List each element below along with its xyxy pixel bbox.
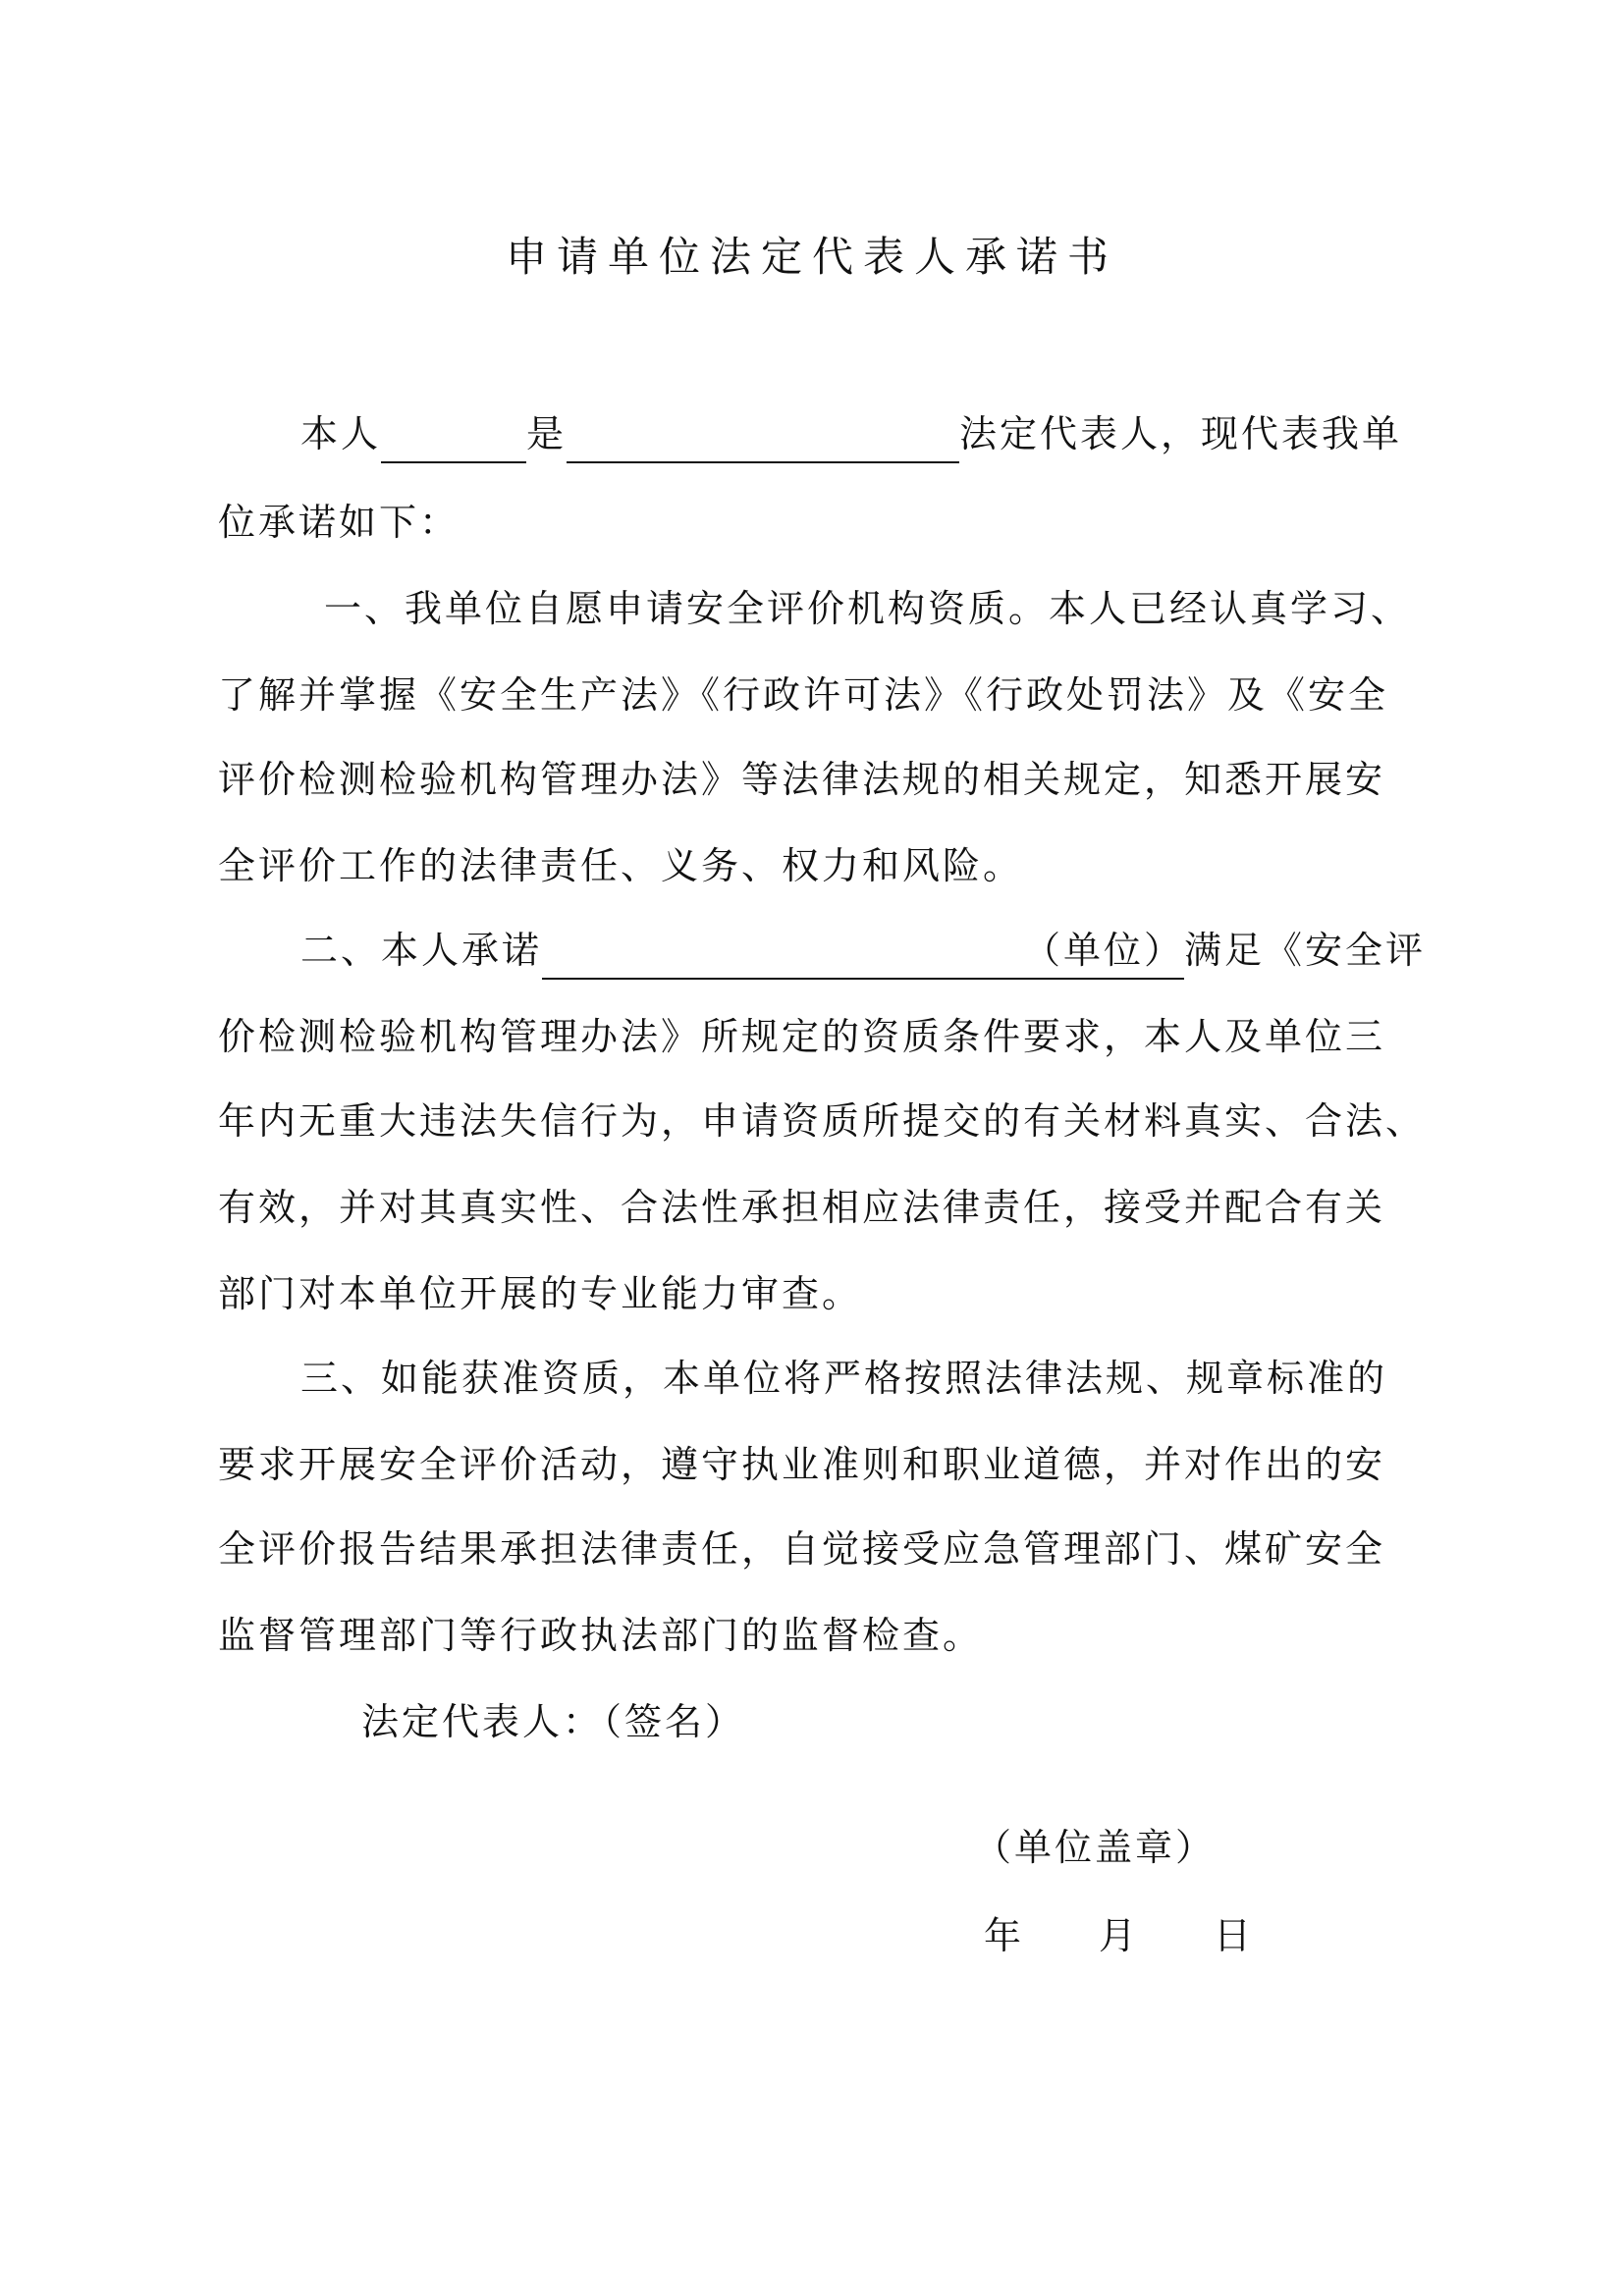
intro-text-benren: 本人	[300, 412, 382, 455]
clause2-line-1	[300, 921, 1426, 980]
intro-text-shi: 是	[526, 412, 568, 455]
clause2-line-3: 年内无重大违法失信行为，申请资质所提交的有关材料真实、合法、	[218, 1099, 1427, 1143]
intro-text-rest: 法定代表人，现代表我单	[959, 412, 1403, 455]
organization-blank	[567, 414, 959, 463]
unit-label: （单位）	[1023, 929, 1185, 972]
date-line	[984, 1906, 1254, 1965]
document-title: 申请单位法定代表人承诺书	[505, 233, 1118, 281]
clause3-line-4: 监督管理部门等行政执法部门的监督检查。	[218, 1614, 984, 1657]
date-day-label: 日	[1214, 1914, 1255, 1957]
clause1-line-2: 了解并掌握《安全生产法》《行政许可法》《行政处罚法》及《安全	[218, 673, 1389, 717]
date-year-label: 年	[984, 1914, 1025, 1957]
clause1-line-4: 全评价工作的法律责任、义务、权力和风险。	[218, 844, 1024, 887]
clause2-line-2: 价检测检验机构管理办法》所规定的资质条件要求，本人及单位三	[218, 1015, 1386, 1058]
unit-blank	[542, 925, 1184, 980]
date-month-label: 月	[1099, 1914, 1140, 1957]
clause2-line-5: 部门对本单位开展的专业能力审查。	[218, 1272, 863, 1315]
signature-label: 法定代表人：（签名）	[361, 1700, 746, 1743]
seal-label: （单位盖章）	[974, 1826, 1217, 1869]
name-blank	[381, 414, 526, 463]
clause1-line-1: 一、我单位自愿申请安全评价机构资质。本人已经认真学习、	[324, 587, 1412, 630]
clause2-text-end: 满足《安全评	[1184, 929, 1427, 972]
clause1-line-3: 评价检测检验机构管理办法》等法律法规的相关规定，知悉开展安	[218, 758, 1386, 801]
clause2-text-start: 二、本人承诺	[300, 929, 543, 972]
clause3-line-2: 要求开展安全评价活动，遵守执业准则和职业道德，并对作出的安	[218, 1443, 1386, 1486]
intro-line-2: 位承诺如下：	[218, 501, 460, 544]
clause3-line-3: 全评价报告结果承担法律责任，自觉接受应急管理部门、煤矿安全	[218, 1527, 1386, 1571]
clause3-line-1: 三、如能获准资质，本单位将严格按照法律法规、规章标准的	[300, 1357, 1388, 1400]
clause2-line-4: 有效，并对其真实性、合法性承担相应法律责任，接受并配合有关	[218, 1186, 1386, 1229]
intro-line-1	[300, 404, 1402, 463]
